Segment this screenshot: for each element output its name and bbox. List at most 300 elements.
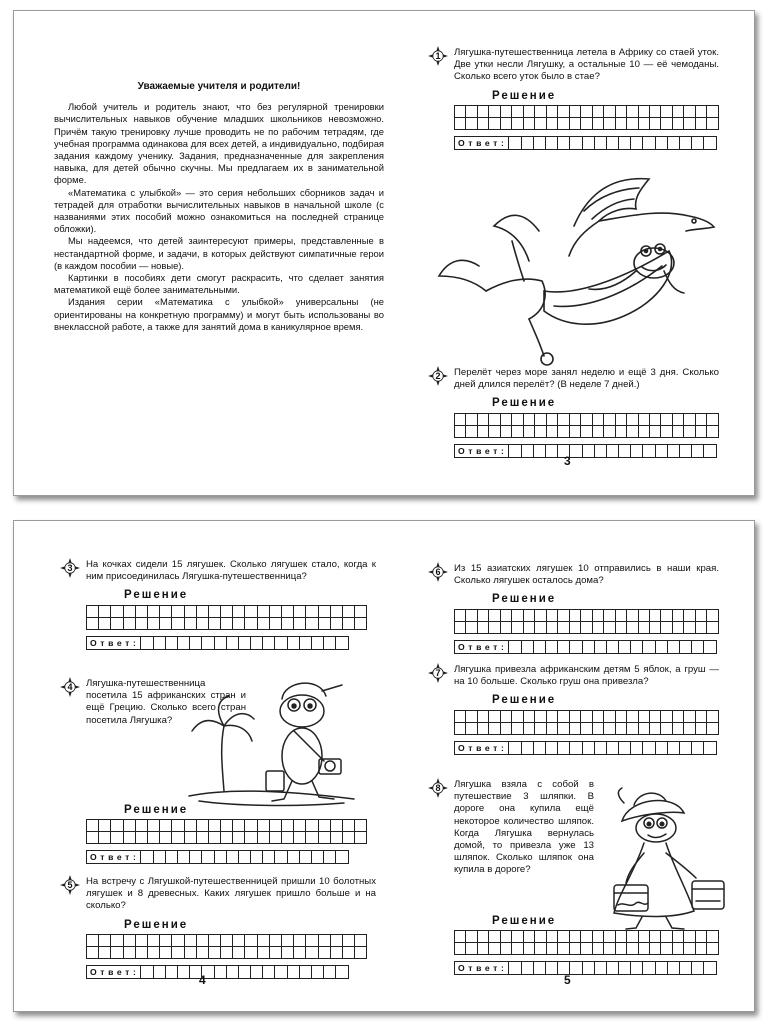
grid-cell[interactable] <box>477 710 488 722</box>
grid-cell[interactable] <box>330 605 342 617</box>
answer-cell[interactable] <box>704 444 716 457</box>
grid-cell[interactable] <box>592 117 603 129</box>
answer-cell[interactable] <box>141 636 153 649</box>
grid-cell[interactable] <box>672 105 683 117</box>
grid-cell[interactable] <box>282 605 294 617</box>
grid-cell[interactable] <box>135 946 147 958</box>
grid-cell[interactable] <box>684 943 695 955</box>
grid-cell[interactable] <box>135 832 147 844</box>
grid-cell[interactable] <box>330 832 342 844</box>
answer-cell[interactable] <box>312 851 324 864</box>
solution-grid[interactable] <box>454 609 719 634</box>
grid-cell[interactable] <box>196 934 208 946</box>
grid-cell[interactable] <box>306 605 318 617</box>
grid-cell[interactable] <box>523 931 534 943</box>
grid-cell[interactable] <box>184 820 196 832</box>
grid-cell[interactable] <box>695 621 706 633</box>
grid-cell[interactable] <box>615 722 626 734</box>
answer-cell[interactable] <box>667 136 679 149</box>
grid-cell[interactable] <box>99 832 111 844</box>
answer-cell[interactable] <box>545 444 557 457</box>
grid-cell[interactable] <box>87 617 99 629</box>
grid-cell[interactable] <box>535 413 546 425</box>
grid-cell[interactable] <box>489 931 500 943</box>
grid-cell[interactable] <box>581 105 592 117</box>
answer-cell[interactable] <box>165 851 177 864</box>
grid-cell[interactable] <box>592 710 603 722</box>
grid-cell[interactable] <box>306 832 318 844</box>
solution-grid[interactable] <box>454 930 719 955</box>
grid-cell[interactable] <box>638 621 649 633</box>
grid-cell[interactable] <box>489 413 500 425</box>
grid-cell[interactable] <box>512 425 523 437</box>
grid-cell[interactable] <box>500 105 511 117</box>
grid-cell[interactable] <box>707 117 719 129</box>
grid-cell[interactable] <box>604 609 615 621</box>
grid-cell[interactable] <box>500 931 511 943</box>
grid-cell[interactable] <box>123 617 135 629</box>
grid-cell[interactable] <box>306 934 318 946</box>
grid-cell[interactable] <box>569 621 580 633</box>
grid-cell[interactable] <box>604 710 615 722</box>
grid-cell[interactable] <box>318 832 330 844</box>
grid-cell[interactable] <box>455 722 466 734</box>
grid-cell[interactable] <box>627 413 638 425</box>
answer-cell[interactable] <box>202 636 214 649</box>
grid-cell[interactable] <box>111 617 123 629</box>
grid-cell[interactable] <box>489 609 500 621</box>
grid-cell[interactable] <box>342 832 354 844</box>
grid-cell[interactable] <box>638 710 649 722</box>
grid-cell[interactable] <box>257 820 269 832</box>
grid-cell[interactable] <box>160 605 172 617</box>
grid-cell[interactable] <box>318 617 330 629</box>
grid-cell[interactable] <box>257 934 269 946</box>
grid-cell[interactable] <box>684 609 695 621</box>
answer-cell[interactable] <box>226 851 238 864</box>
grid-cell[interactable] <box>208 946 220 958</box>
grid-cell[interactable] <box>196 946 208 958</box>
grid-cell[interactable] <box>546 609 557 621</box>
answer-cell[interactable] <box>582 136 594 149</box>
grid-cell[interactable] <box>615 105 626 117</box>
grid-cell[interactable] <box>581 609 592 621</box>
grid-cell[interactable] <box>684 413 695 425</box>
grid-cell[interactable] <box>477 931 488 943</box>
grid-cell[interactable] <box>318 820 330 832</box>
answer-cell[interactable] <box>153 636 165 649</box>
grid-cell[interactable] <box>123 605 135 617</box>
answer-cell[interactable] <box>619 444 631 457</box>
grid-cell[interactable] <box>627 943 638 955</box>
grid-cell[interactable] <box>638 722 649 734</box>
grid-cell[interactable] <box>466 621 477 633</box>
grid-cell[interactable] <box>638 943 649 955</box>
grid-cell[interactable] <box>627 621 638 633</box>
grid-cell[interactable] <box>172 820 184 832</box>
grid-cell[interactable] <box>489 621 500 633</box>
answer-cell[interactable] <box>655 962 667 975</box>
grid-cell[interactable] <box>535 105 546 117</box>
grid-cell[interactable] <box>569 105 580 117</box>
answer-cell[interactable] <box>643 962 655 975</box>
answer-cells[interactable] <box>140 850 348 864</box>
grid-cell[interactable] <box>581 425 592 437</box>
grid-cell[interactable] <box>672 722 683 734</box>
grid-cell[interactable] <box>512 413 523 425</box>
answer-cell[interactable] <box>680 741 692 754</box>
answer-cell[interactable] <box>238 851 250 864</box>
grid-cell[interactable] <box>208 832 220 844</box>
grid-cell[interactable] <box>638 425 649 437</box>
grid-cell[interactable] <box>535 425 546 437</box>
solution-grid[interactable] <box>454 413 719 438</box>
grid-cell[interactable] <box>649 722 660 734</box>
grid-cell[interactable] <box>294 617 306 629</box>
grid-cell[interactable] <box>695 609 706 621</box>
grid-cell[interactable] <box>477 621 488 633</box>
answer-cell[interactable] <box>165 965 177 978</box>
answer-cell[interactable] <box>251 965 263 978</box>
grid-cell[interactable] <box>184 934 196 946</box>
answer-cell[interactable] <box>299 851 311 864</box>
answer-cell[interactable] <box>324 636 336 649</box>
grid-cell[interactable] <box>342 617 354 629</box>
grid-cell[interactable] <box>489 105 500 117</box>
answer-cell[interactable] <box>263 636 275 649</box>
answer-cell[interactable] <box>275 965 287 978</box>
grid-cell[interactable] <box>196 605 208 617</box>
grid-cell[interactable] <box>649 413 660 425</box>
grid-cell[interactable] <box>604 722 615 734</box>
grid-cell[interactable] <box>707 722 719 734</box>
grid-cell[interactable] <box>99 934 111 946</box>
answer-cell[interactable] <box>336 636 348 649</box>
grid-cell[interactable] <box>581 931 592 943</box>
answer-cell[interactable] <box>558 741 570 754</box>
grid-cell[interactable] <box>294 832 306 844</box>
grid-cell[interactable] <box>489 425 500 437</box>
grid-cell[interactable] <box>615 425 626 437</box>
answer-cell[interactable] <box>606 136 618 149</box>
grid-cell[interactable] <box>500 621 511 633</box>
answer-cell[interactable] <box>655 444 667 457</box>
grid-cell[interactable] <box>330 934 342 946</box>
answer-cell[interactable] <box>312 965 324 978</box>
answer-cell[interactable] <box>177 851 189 864</box>
grid-cell[interactable] <box>512 105 523 117</box>
grid-cell[interactable] <box>546 931 557 943</box>
grid-cell[interactable] <box>269 820 281 832</box>
answer-cell[interactable] <box>324 851 336 864</box>
grid-cell[interactable] <box>512 710 523 722</box>
grid-cell[interactable] <box>87 820 99 832</box>
solution-grid[interactable] <box>454 710 719 735</box>
grid-cell[interactable] <box>535 943 546 955</box>
answer-cell[interactable] <box>226 636 238 649</box>
grid-cell[interactable] <box>455 609 466 621</box>
grid-cell[interactable] <box>558 117 569 129</box>
grid-cell[interactable] <box>184 605 196 617</box>
grid-cell[interactable] <box>294 605 306 617</box>
grid-cell[interactable] <box>221 820 233 832</box>
grid-cell[interactable] <box>523 425 534 437</box>
grid-cell[interactable] <box>147 946 159 958</box>
grid-cell[interactable] <box>569 722 580 734</box>
grid-cell[interactable] <box>672 425 683 437</box>
grid-cell[interactable] <box>546 117 557 129</box>
grid-cell[interactable] <box>546 413 557 425</box>
answer-cell[interactable] <box>667 962 679 975</box>
answer-cell[interactable] <box>643 136 655 149</box>
grid-cell[interactable] <box>184 832 196 844</box>
grid-cell[interactable] <box>695 413 706 425</box>
answer-cell[interactable] <box>570 640 582 653</box>
answer-cell[interactable] <box>287 851 299 864</box>
grid-cell[interactable] <box>592 105 603 117</box>
grid-cell[interactable] <box>160 617 172 629</box>
answer-cell[interactable] <box>692 640 704 653</box>
grid-cell[interactable] <box>245 946 257 958</box>
solution-grid[interactable] <box>454 105 719 130</box>
grid-cell[interactable] <box>500 413 511 425</box>
grid-cell[interactable] <box>455 621 466 633</box>
grid-cell[interactable] <box>330 617 342 629</box>
grid-cell[interactable] <box>245 820 257 832</box>
grid-cell[interactable] <box>466 413 477 425</box>
grid-cell[interactable] <box>455 117 466 129</box>
answer-cells[interactable] <box>508 136 716 150</box>
grid-cell[interactable] <box>569 931 580 943</box>
grid-cell[interactable] <box>581 710 592 722</box>
grid-cell[interactable] <box>500 609 511 621</box>
grid-cell[interactable] <box>707 609 719 621</box>
answer-cell[interactable] <box>570 136 582 149</box>
grid-cell[interactable] <box>318 946 330 958</box>
grid-cell[interactable] <box>196 617 208 629</box>
answer-cell[interactable] <box>177 965 189 978</box>
answer-cell[interactable] <box>141 851 153 864</box>
grid-cell[interactable] <box>257 946 269 958</box>
grid-cell[interactable] <box>661 105 672 117</box>
grid-cell[interactable] <box>306 820 318 832</box>
answer-cell[interactable] <box>533 136 545 149</box>
grid-cell[interactable] <box>604 413 615 425</box>
grid-cell[interactable] <box>455 710 466 722</box>
grid-cell[interactable] <box>489 710 500 722</box>
grid-cell[interactable] <box>546 621 557 633</box>
answer-cell[interactable] <box>594 136 606 149</box>
grid-cell[interactable] <box>512 722 523 734</box>
grid-cell[interactable] <box>455 105 466 117</box>
grid-cell[interactable] <box>535 710 546 722</box>
grid-cell[interactable] <box>87 605 99 617</box>
grid-cell[interactable] <box>649 710 660 722</box>
grid-cell[interactable] <box>111 832 123 844</box>
answer-cell[interactable] <box>704 962 716 975</box>
grid-cell[interactable] <box>661 609 672 621</box>
grid-cell[interactable] <box>546 105 557 117</box>
grid-cell[interactable] <box>558 413 569 425</box>
answer-cell[interactable] <box>558 640 570 653</box>
answer-cell[interactable] <box>594 962 606 975</box>
answer-cell[interactable] <box>521 640 533 653</box>
answer-cell[interactable] <box>521 741 533 754</box>
grid-cell[interactable] <box>523 722 534 734</box>
grid-cell[interactable] <box>282 832 294 844</box>
answer-cell[interactable] <box>287 636 299 649</box>
grid-cell[interactable] <box>147 832 159 844</box>
grid-cell[interactable] <box>466 425 477 437</box>
grid-cell[interactable] <box>455 425 466 437</box>
answer-cell[interactable] <box>704 136 716 149</box>
grid-cell[interactable] <box>684 621 695 633</box>
grid-cell[interactable] <box>523 621 534 633</box>
grid-cell[interactable] <box>172 934 184 946</box>
grid-cell[interactable] <box>111 946 123 958</box>
answer-cell[interactable] <box>509 136 521 149</box>
answer-cell[interactable] <box>680 444 692 457</box>
answer-cell[interactable] <box>594 640 606 653</box>
grid-cell[interactable] <box>661 117 672 129</box>
grid-cell[interactable] <box>523 105 534 117</box>
grid-cell[interactable] <box>535 722 546 734</box>
answer-cell[interactable] <box>692 444 704 457</box>
grid-cell[interactable] <box>695 117 706 129</box>
grid-cell[interactable] <box>672 609 683 621</box>
grid-cell[interactable] <box>592 413 603 425</box>
answer-cell[interactable] <box>667 444 679 457</box>
grid-cell[interactable] <box>477 413 488 425</box>
answer-cell[interactable] <box>287 965 299 978</box>
grid-cell[interactable] <box>342 946 354 958</box>
grid-cell[interactable] <box>649 621 660 633</box>
grid-cell[interactable] <box>135 605 147 617</box>
grid-cell[interactable] <box>455 943 466 955</box>
answer-cell[interactable] <box>619 640 631 653</box>
answer-cell[interactable] <box>521 444 533 457</box>
answer-cell[interactable] <box>545 640 557 653</box>
answer-cell[interactable] <box>704 741 716 754</box>
grid-cell[interactable] <box>672 621 683 633</box>
answer-cell[interactable] <box>545 136 557 149</box>
answer-cell[interactable] <box>336 851 348 864</box>
grid-cell[interactable] <box>269 946 281 958</box>
grid-cell[interactable] <box>604 425 615 437</box>
grid-cell[interactable] <box>638 117 649 129</box>
grid-cell[interactable] <box>489 722 500 734</box>
answer-cell[interactable] <box>177 636 189 649</box>
answer-cell[interactable] <box>214 636 226 649</box>
grid-cell[interactable] <box>342 605 354 617</box>
grid-cell[interactable] <box>523 117 534 129</box>
grid-cell[interactable] <box>558 722 569 734</box>
grid-cell[interactable] <box>233 820 245 832</box>
grid-cell[interactable] <box>184 946 196 958</box>
grid-cell[interactable] <box>512 117 523 129</box>
grid-cell[interactable] <box>466 710 477 722</box>
grid-cell[interactable] <box>535 931 546 943</box>
grid-cell[interactable] <box>172 617 184 629</box>
answer-cell[interactable] <box>631 136 643 149</box>
grid-cell[interactable] <box>523 413 534 425</box>
grid-cell[interactable] <box>695 722 706 734</box>
grid-cell[interactable] <box>661 425 672 437</box>
grid-cell[interactable] <box>208 617 220 629</box>
grid-cell[interactable] <box>123 820 135 832</box>
grid-cell[interactable] <box>649 117 660 129</box>
grid-cell[interactable] <box>558 943 569 955</box>
answer-cell[interactable] <box>312 636 324 649</box>
grid-cell[interactable] <box>569 413 580 425</box>
grid-cell[interactable] <box>638 105 649 117</box>
grid-cell[interactable] <box>592 609 603 621</box>
grid-cell[interactable] <box>233 617 245 629</box>
grid-cell[interactable] <box>87 832 99 844</box>
grid-cell[interactable] <box>604 943 615 955</box>
answer-cell[interactable] <box>202 851 214 864</box>
grid-cell[interactable] <box>604 105 615 117</box>
grid-cell[interactable] <box>455 413 466 425</box>
answer-cell[interactable] <box>582 741 594 754</box>
grid-cell[interactable] <box>282 820 294 832</box>
grid-cell[interactable] <box>558 609 569 621</box>
grid-cell[interactable] <box>123 832 135 844</box>
answer-cell[interactable] <box>680 962 692 975</box>
grid-cell[interactable] <box>147 934 159 946</box>
grid-cell[interactable] <box>257 617 269 629</box>
grid-cell[interactable] <box>581 943 592 955</box>
grid-cell[interactable] <box>87 934 99 946</box>
answer-cell[interactable] <box>570 444 582 457</box>
grid-cell[interactable] <box>147 617 159 629</box>
grid-cell[interactable] <box>355 946 367 958</box>
grid-cell[interactable] <box>500 710 511 722</box>
grid-cell[interactable] <box>184 617 196 629</box>
grid-cell[interactable] <box>196 832 208 844</box>
grid-cell[interactable] <box>649 609 660 621</box>
answer-cell[interactable] <box>594 444 606 457</box>
grid-cell[interactable] <box>627 722 638 734</box>
grid-cell[interactable] <box>604 621 615 633</box>
answer-cell[interactable] <box>214 851 226 864</box>
grid-cell[interactable] <box>172 832 184 844</box>
grid-cell[interactable] <box>638 413 649 425</box>
answer-cells[interactable] <box>140 636 348 650</box>
grid-cell[interactable] <box>707 943 719 955</box>
grid-cell[interactable] <box>233 946 245 958</box>
answer-cell[interactable] <box>619 962 631 975</box>
grid-cell[interactable] <box>99 946 111 958</box>
answer-cell[interactable] <box>692 136 704 149</box>
answer-cell[interactable] <box>238 965 250 978</box>
answer-cell[interactable] <box>214 965 226 978</box>
answer-cell[interactable] <box>606 444 618 457</box>
grid-cell[interactable] <box>245 617 257 629</box>
grid-cell[interactable] <box>489 117 500 129</box>
grid-cell[interactable] <box>684 425 695 437</box>
answer-cell[interactable] <box>165 636 177 649</box>
grid-cell[interactable] <box>661 722 672 734</box>
grid-cell[interactable] <box>569 943 580 955</box>
grid-cell[interactable] <box>147 605 159 617</box>
grid-cell[interactable] <box>257 832 269 844</box>
grid-cell[interactable] <box>649 105 660 117</box>
grid-cell[interactable] <box>707 621 719 633</box>
grid-cell[interactable] <box>592 931 603 943</box>
grid-cell[interactable] <box>581 722 592 734</box>
grid-cell[interactable] <box>282 946 294 958</box>
